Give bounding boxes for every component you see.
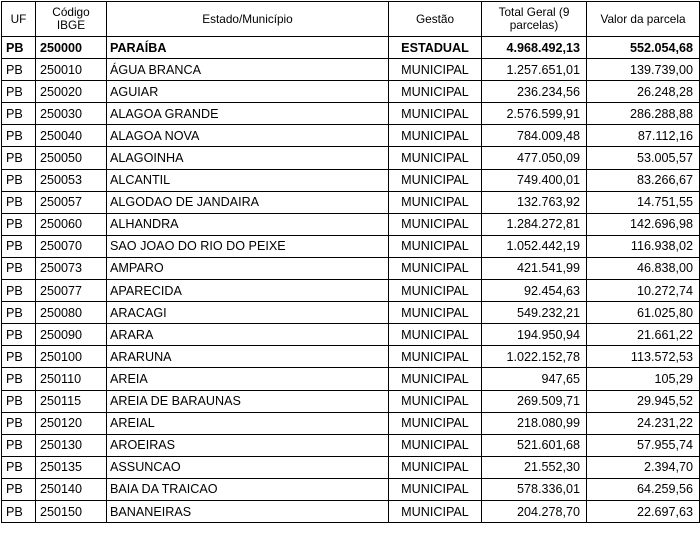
header-valor-parcela: Valor da parcela [587, 2, 700, 37]
table-header-row [2, 2, 700, 37]
table-row [2, 478, 700, 500]
cell-valor-parcela: 286.288,88 [587, 103, 700, 125]
table-row [2, 434, 700, 456]
cell-codigo-ibge: 250090 [36, 324, 107, 346]
cell-total-geral: 236.234,56 [482, 81, 587, 103]
cell-gestao: ESTADUAL [389, 37, 482, 59]
cell-gestao: MUNICIPAL [389, 324, 482, 346]
cell-total-geral: 1.052.442,19 [482, 235, 587, 257]
cell-uf: PB [2, 346, 36, 368]
cell-estado-municipio: ARARA [107, 324, 389, 346]
cell-total-geral: 947,65 [482, 368, 587, 390]
cell-estado-municipio: AREIA DE BARAUNAS [107, 390, 389, 412]
cell-estado-municipio: ÁGUA BRANCA [107, 59, 389, 81]
table-row [2, 191, 700, 213]
cell-codigo-ibge: 250000 [36, 37, 107, 59]
cell-estado-municipio: ARARUNA [107, 346, 389, 368]
cell-gestao: MUNICIPAL [389, 125, 482, 147]
cell-estado-municipio: BAIA DA TRAICAO [107, 478, 389, 500]
cell-estado-municipio: AGUIAR [107, 81, 389, 103]
cell-gestao: MUNICIPAL [389, 368, 482, 390]
table-row [2, 169, 700, 191]
cell-estado-municipio: ALAGOINHA [107, 147, 389, 169]
cell-uf: PB [2, 302, 36, 324]
header-codigo-ibge [36, 2, 107, 37]
cell-valor-parcela: 139.739,00 [587, 59, 700, 81]
header-uf: UF [2, 2, 36, 37]
cell-valor-parcela: 21.661,22 [587, 324, 700, 346]
cell-estado-municipio: AREIAL [107, 412, 389, 434]
cell-uf: PB [2, 324, 36, 346]
cell-estado-municipio: ALHANDRA [107, 213, 389, 235]
cell-total-geral: 21.552,30 [482, 456, 587, 478]
transfer-table [1, 1, 700, 523]
cell-gestao: MUNICIPAL [389, 346, 482, 368]
cell-codigo-ibge: 250077 [36, 280, 107, 302]
cell-estado-municipio: SAO JOAO DO RIO DO PEIXE [107, 235, 389, 257]
table-row [2, 412, 700, 434]
cell-gestao: MUNICIPAL [389, 81, 482, 103]
cell-codigo-ibge: 250073 [36, 257, 107, 279]
table-row [2, 147, 700, 169]
cell-estado-municipio: AREIA [107, 368, 389, 390]
cell-codigo-ibge: 250057 [36, 191, 107, 213]
table-row [2, 390, 700, 412]
cell-gestao: MUNICIPAL [389, 412, 482, 434]
cell-valor-parcela: 64.259,56 [587, 478, 700, 500]
cell-codigo-ibge: 250110 [36, 368, 107, 390]
cell-codigo-ibge: 250040 [36, 125, 107, 147]
cell-total-geral: 204.278,70 [482, 500, 587, 522]
header-total-line2: parcelas) [509, 18, 559, 32]
cell-gestao: MUNICIPAL [389, 103, 482, 125]
cell-uf: PB [2, 390, 36, 412]
cell-total-geral: 521.601,68 [482, 434, 587, 456]
cell-uf: PB [2, 235, 36, 257]
cell-total-geral: 1.022.152,78 [482, 346, 587, 368]
table-row [2, 346, 700, 368]
cell-estado-municipio: ALAGOA GRANDE [107, 103, 389, 125]
cell-gestao: MUNICIPAL [389, 235, 482, 257]
cell-gestao: MUNICIPAL [389, 500, 482, 522]
cell-uf: PB [2, 125, 36, 147]
cell-gestao: MUNICIPAL [389, 147, 482, 169]
cell-uf: PB [2, 434, 36, 456]
cell-uf: PB [2, 37, 36, 59]
cell-gestao: MUNICIPAL [389, 191, 482, 213]
table-row [2, 324, 700, 346]
cell-valor-parcela: 83.266,67 [587, 169, 700, 191]
header-codigo-line2: IBGE [56, 18, 86, 32]
cell-total-geral: 269.509,71 [482, 390, 587, 412]
table-row [2, 280, 700, 302]
cell-estado-municipio: PARAÍBA [107, 37, 389, 59]
cell-gestao: MUNICIPAL [389, 456, 482, 478]
cell-uf: PB [2, 280, 36, 302]
table-row [2, 59, 700, 81]
cell-codigo-ibge: 250130 [36, 434, 107, 456]
cell-codigo-ibge: 250120 [36, 412, 107, 434]
cell-total-geral: 549.232,21 [482, 302, 587, 324]
cell-uf: PB [2, 169, 36, 191]
header-total-geral [482, 2, 587, 37]
cell-valor-parcela: 116.938,02 [587, 235, 700, 257]
cell-valor-parcela: 142.696,98 [587, 213, 700, 235]
table-row [2, 257, 700, 279]
cell-gestao: MUNICIPAL [389, 280, 482, 302]
cell-valor-parcela: 26.248,28 [587, 81, 700, 103]
cell-gestao: MUNICIPAL [389, 478, 482, 500]
cell-gestao: MUNICIPAL [389, 434, 482, 456]
cell-gestao: MUNICIPAL [389, 169, 482, 191]
cell-total-geral: 4.968.492,13 [482, 37, 587, 59]
cell-valor-parcela: 24.231,22 [587, 412, 700, 434]
cell-uf: PB [2, 213, 36, 235]
cell-codigo-ibge: 250020 [36, 81, 107, 103]
table-row [2, 302, 700, 324]
cell-estado-municipio: ASSUNCAO [107, 456, 389, 478]
cell-codigo-ibge: 250115 [36, 390, 107, 412]
cell-valor-parcela: 53.005,57 [587, 147, 700, 169]
table-row [2, 235, 700, 257]
cell-uf: PB [2, 368, 36, 390]
cell-estado-municipio: AMPARO [107, 257, 389, 279]
cell-uf: PB [2, 81, 36, 103]
header-gestao: Gestão [389, 2, 482, 37]
cell-codigo-ibge: 250050 [36, 147, 107, 169]
cell-estado-municipio: ARACAGI [107, 302, 389, 324]
cell-codigo-ibge: 250135 [36, 456, 107, 478]
cell-valor-parcela: 57.955,74 [587, 434, 700, 456]
cell-codigo-ibge: 250080 [36, 302, 107, 324]
table-row [2, 103, 700, 125]
cell-codigo-ibge: 250060 [36, 213, 107, 235]
table-row [2, 37, 700, 59]
cell-total-geral: 132.763,92 [482, 191, 587, 213]
cell-total-geral: 218.080,99 [482, 412, 587, 434]
cell-total-geral: 1.284.272,81 [482, 213, 587, 235]
cell-uf: PB [2, 412, 36, 434]
cell-valor-parcela: 10.272,74 [587, 280, 700, 302]
cell-total-geral: 194.950,94 [482, 324, 587, 346]
cell-valor-parcela: 29.945,52 [587, 390, 700, 412]
cell-uf: PB [2, 257, 36, 279]
cell-gestao: MUNICIPAL [389, 59, 482, 81]
cell-valor-parcela: 105,29 [587, 368, 700, 390]
cell-estado-municipio: ALCANTIL [107, 169, 389, 191]
cell-valor-parcela: 14.751,55 [587, 191, 700, 213]
table-row [2, 500, 700, 522]
cell-uf: PB [2, 500, 36, 522]
cell-total-geral: 92.454,63 [482, 280, 587, 302]
cell-uf: PB [2, 478, 36, 500]
table-row [2, 81, 700, 103]
cell-estado-municipio: AROEIRAS [107, 434, 389, 456]
cell-estado-municipio: BANANEIRAS [107, 500, 389, 522]
cell-codigo-ibge: 250053 [36, 169, 107, 191]
cell-total-geral: 421.541,99 [482, 257, 587, 279]
cell-valor-parcela: 87.112,16 [587, 125, 700, 147]
table-row [2, 213, 700, 235]
cell-gestao: MUNICIPAL [389, 302, 482, 324]
cell-uf: PB [2, 59, 36, 81]
cell-valor-parcela: 61.025,80 [587, 302, 700, 324]
cell-gestao: MUNICIPAL [389, 390, 482, 412]
cell-gestao: MUNICIPAL [389, 257, 482, 279]
cell-codigo-ibge: 250070 [36, 235, 107, 257]
cell-uf: PB [2, 191, 36, 213]
cell-codigo-ibge: 250100 [36, 346, 107, 368]
cell-gestao: MUNICIPAL [389, 213, 482, 235]
cell-codigo-ibge: 250150 [36, 500, 107, 522]
cell-valor-parcela: 22.697,63 [587, 500, 700, 522]
cell-valor-parcela: 552.054,68 [587, 37, 700, 59]
cell-valor-parcela: 113.572,53 [587, 346, 700, 368]
cell-codigo-ibge: 250010 [36, 59, 107, 81]
cell-codigo-ibge: 250030 [36, 103, 107, 125]
cell-valor-parcela: 46.838,00 [587, 257, 700, 279]
table-row [2, 125, 700, 147]
table-row [2, 456, 700, 478]
cell-estado-municipio: ALGODAO DE JANDAIRA [107, 191, 389, 213]
cell-total-geral: 477.050,09 [482, 147, 587, 169]
header-estado-municipio: Estado/Município [107, 2, 389, 37]
header-codigo-line1: Código [52, 5, 90, 19]
table-body [2, 37, 700, 523]
header-total-line1: Total Geral (9 [498, 5, 570, 19]
cell-estado-municipio: ALAGOA NOVA [107, 125, 389, 147]
cell-total-geral: 2.576.599,91 [482, 103, 587, 125]
cell-valor-parcela: 2.394,70 [587, 456, 700, 478]
cell-total-geral: 1.257.651,01 [482, 59, 587, 81]
cell-uf: PB [2, 456, 36, 478]
cell-total-geral: 784.009,48 [482, 125, 587, 147]
cell-total-geral: 749.400,01 [482, 169, 587, 191]
cell-estado-municipio: APARECIDA [107, 280, 389, 302]
cell-codigo-ibge: 250140 [36, 478, 107, 500]
cell-uf: PB [2, 103, 36, 125]
table-row [2, 368, 700, 390]
cell-uf: PB [2, 147, 36, 169]
cell-total-geral: 578.336,01 [482, 478, 587, 500]
